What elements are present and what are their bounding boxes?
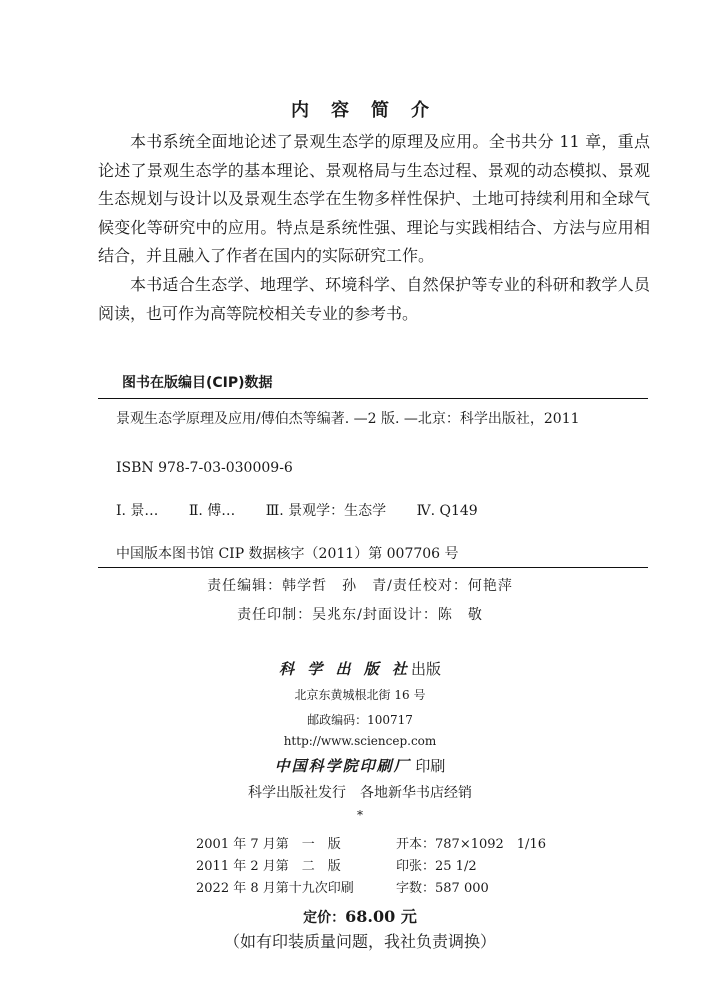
intro-paragraph: 本书适合生态学、地理学、环境科学、自然保护等专业的科研和教学人员阅读，也可作为高等院校相关专业的参考书。: [98, 274, 650, 323]
price-line: [0, 904, 720, 927]
publisher-postcode: 邮政编码：100717: [307, 713, 413, 727]
edition-spec: 印张：25 1/2: [396, 859, 477, 874]
printer-name-suffix: 印刷: [415, 757, 446, 775]
edition-spec: 开本：787×1092 1/16: [396, 837, 546, 852]
edition-row: [196, 833, 546, 852]
cip-bottom-rule: [98, 567, 648, 568]
cip-class-item: Ⅳ. Q149: [416, 503, 478, 519]
cip-top-rule: [98, 398, 648, 399]
cip-classification: [116, 500, 504, 520]
price-label: 定价：: [303, 910, 346, 926]
price-amount: 68.00 元: [345, 907, 417, 926]
cip-heading: 图书在版编目(CIP)数据: [122, 375, 273, 391]
publisher-address: 北京东黄城根北街 16 号: [294, 688, 426, 702]
printer-name-text: 中国科学院印刷厂: [274, 757, 411, 775]
intro-title: 内容简介: [291, 100, 451, 121]
quality-notice: （如有印装质量问题，我社负责调换）: [223, 932, 496, 951]
distribution-line: 科学出版社发行 各地新华书店经销: [248, 785, 472, 801]
edition-date: 2022 年 8 月第十九次印刷: [196, 881, 354, 896]
separator-star: *: [357, 808, 363, 822]
intro-paragraph: 本书系统全面地论述了景观生态学的原理及应用。全书共分 11 章，重点论述了景观生态学的基本理论、景观格局与生态过程、景观的动态模拟、景观生态规划与设计以及景观生态学在生物多样性保护、土地可持续利用和全球气候变化等研究中的应用。特点是系统性强、理论与实践相结合、方法与应用相结合，并且融入了作者在国内的实际研究工作。: [98, 132, 650, 266]
edition-row: [196, 877, 489, 896]
publisher-url: http://www.sciencep.com: [283, 734, 437, 748]
cip-isbn: ISBN 978-7-03-030009-6: [116, 460, 293, 476]
edition-row: [196, 855, 477, 874]
publisher-name-text: 科 学 出 版 社: [279, 660, 411, 678]
cip-class-item: Ⅲ. 景观学：生态学: [265, 503, 387, 519]
edition-spec: 字数：587 000: [396, 881, 489, 896]
intro-body: [98, 128, 650, 328]
cip-class-item: Ⅰ. 景…: [116, 503, 159, 519]
cip-record-number: 中国版本图书馆 CIP 数据核字（2011）第 007706 号: [116, 546, 459, 562]
credits-production-line: 责任印制：吴兆东/封面设计：陈 敬: [237, 607, 483, 623]
edition-date: 2011 年 2 月第 二 版: [196, 859, 341, 874]
printer-name: [0, 755, 720, 776]
edition-date: 2001 年 7 月第 一 版: [196, 837, 341, 852]
cip-entry: 景观生态学原理及应用/傅伯杰等编著. —2 版. —北京：科学出版社，2011: [116, 411, 580, 427]
cip-class-item: Ⅱ. 傅…: [188, 503, 236, 519]
publisher-name: [0, 658, 720, 679]
publisher-name-suffix: 出版: [410, 660, 441, 678]
credits-editor-line: 责任编辑：韩学哲 孙 青/责任校对：何艳萍: [207, 578, 513, 594]
